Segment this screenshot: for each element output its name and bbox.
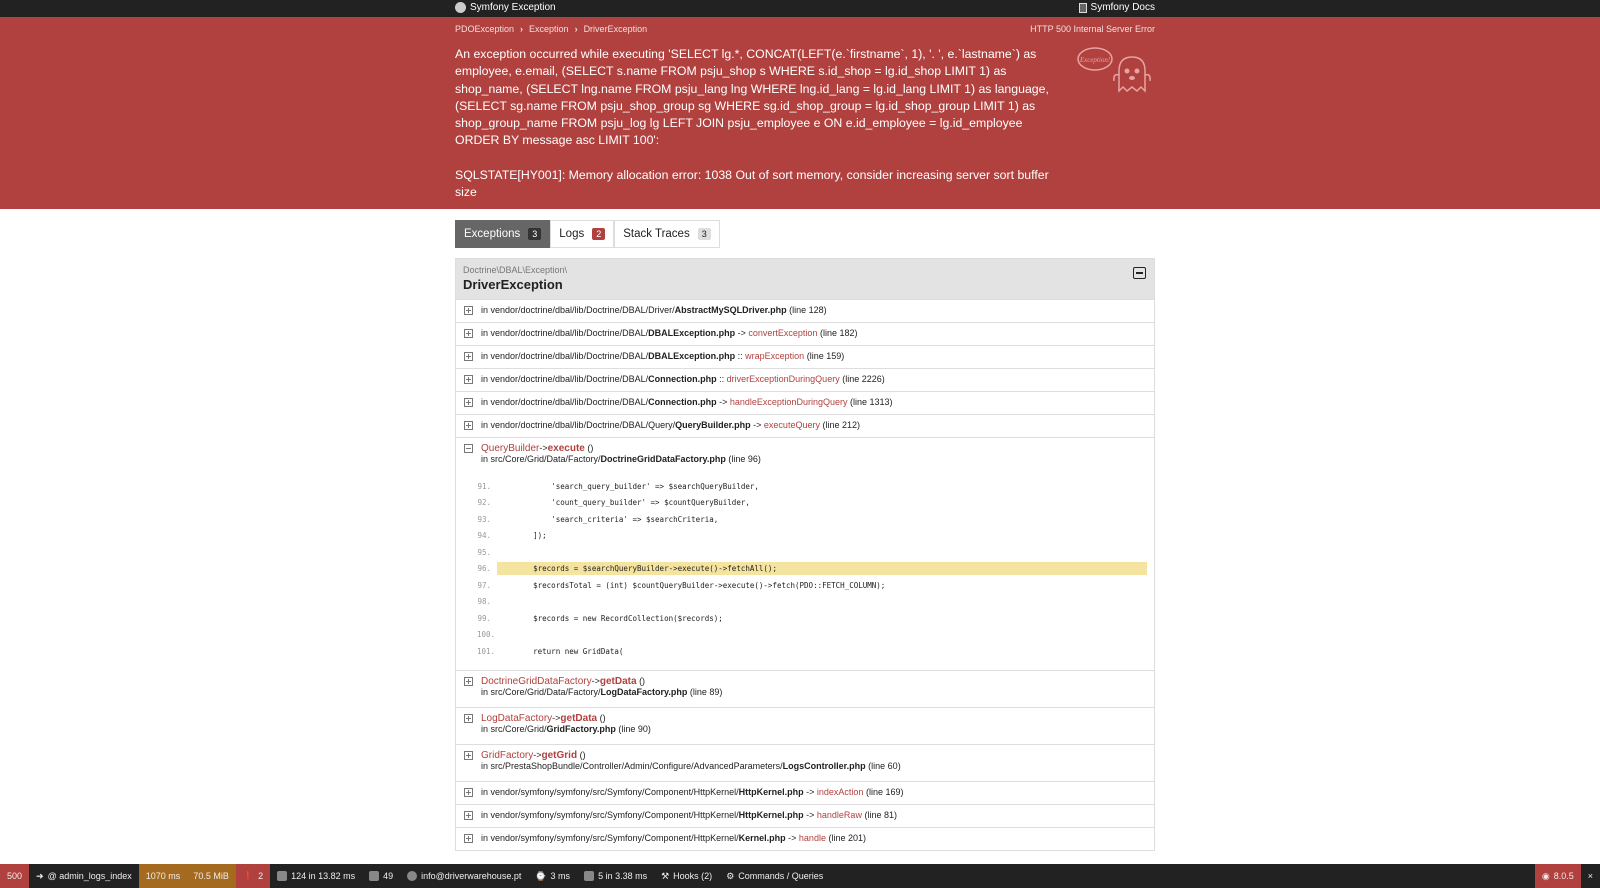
frame-function: handle: [798, 832, 826, 843]
tab-label: Logs: [559, 228, 585, 240]
frame-separator: ->: [719, 397, 728, 407]
toolbar-symfony-version[interactable]: [1535, 864, 1581, 888]
trace-frame[interactable]: [456, 368, 1154, 391]
frame-args: (): [579, 749, 586, 760]
trace-frame[interactable]: [456, 345, 1154, 368]
frame-path: in vendor/doctrine/dbal/lib/Doctrine/DBAL/: [481, 374, 649, 384]
frame-line: (line 90): [618, 723, 651, 734]
frame-function: execute: [547, 443, 585, 454]
code-line: [477, 627, 1147, 644]
expand-icon[interactable]: [464, 306, 473, 315]
status-code: 500: [7, 871, 23, 881]
toolbar-hooks[interactable]: [654, 864, 719, 888]
frame-file: DoctrineGridDataFactory.php: [600, 454, 726, 464]
line-source: $recordsTotal = (int) $countQueryBuilder->execute()->fetch(PDO::FETCH_COLUMN);: [497, 580, 886, 590]
code-line: [477, 561, 1147, 578]
frame-separator: ::: [737, 351, 743, 361]
db-queries: 5 in 3.38 ms: [598, 871, 648, 881]
expand-icon[interactable]: [464, 352, 473, 361]
frame-path: in vendor/doctrine/dbal/lib/Doctrine/DBAL/Driver/: [481, 305, 675, 315]
frame-function: driverExceptionDuringQuery: [726, 374, 840, 384]
version-number: 8.0.5: [1553, 871, 1574, 881]
line-source: $records = new RecordCollection($records);: [497, 613, 723, 623]
frame-line: (line 159): [806, 351, 845, 361]
chevron-right-icon: ›: [574, 24, 578, 34]
breadcrumb: [455, 17, 1155, 41]
frame-line: (line 96): [728, 454, 761, 464]
frame-path: in vendor/doctrine/dbal/lib/Doctrine/DBAL/: [481, 328, 649, 338]
line-number: 92.: [477, 498, 491, 508]
line-number: 98.: [477, 597, 491, 607]
error-count: 2: [258, 871, 264, 881]
line-source: [497, 546, 1147, 559]
code-line: [477, 577, 1147, 594]
trace-panel: [455, 258, 1155, 851]
trace-frame[interactable]: [456, 827, 1154, 850]
frame-line: (line 81): [864, 809, 897, 820]
frame-class: DoctrineGridDataFactory: [481, 675, 592, 687]
expand-icon[interactable]: [464, 751, 473, 760]
top-bar: [0, 0, 1600, 17]
frame-separator: ->: [753, 420, 762, 430]
commands-label: Commands / Queries: [738, 871, 824, 881]
frame-separator: ->: [737, 328, 746, 338]
line-number: 94.: [477, 531, 491, 541]
database-icon: [584, 871, 594, 881]
frame-path: in vendor/doctrine/dbal/lib/Doctrine/DBAL/: [481, 351, 649, 361]
toolbar-user[interactable]: [400, 864, 528, 888]
exclamation-icon: ❗: [242, 870, 255, 881]
frame-function: getData: [599, 675, 637, 687]
frame-file: Kernel.php: [738, 832, 786, 843]
chevron-right-icon: ›: [520, 24, 524, 34]
translation-count: 49: [383, 871, 394, 881]
memory-usage: 70.5 MiB: [193, 871, 229, 881]
frame-file: DBALException.php: [648, 328, 736, 338]
line-number: 99.: [477, 613, 491, 623]
collapse-icon[interactable]: [464, 444, 473, 453]
trace-frame[interactable]: GridFactory->getGrid () in src/PrestaShopBundle/Controller/Admin/Configure/AdvancedParameters/LogsController.php (line 60): [456, 744, 1154, 781]
symfony-title: [455, 2, 556, 13]
line-number: 101.: [477, 646, 496, 656]
toolbar-timing[interactable]: [528, 864, 577, 888]
frame-file: HttpKernel.php: [738, 809, 804, 820]
frame-line: (line 212): [822, 420, 860, 430]
toolbar-errors[interactable]: [236, 864, 270, 888]
expand-icon[interactable]: [464, 714, 473, 723]
trace-frame[interactable]: [456, 299, 1154, 322]
toolbar-performance[interactable]: [139, 864, 236, 888]
wrench-icon: ⚒: [661, 870, 670, 881]
line-number: 97.: [477, 580, 491, 590]
line-source: [497, 628, 1147, 641]
toolbar-database[interactable]: [577, 864, 654, 888]
ghost-label: Exception!: [1079, 56, 1111, 64]
frame-file: LogsController.php: [782, 760, 866, 771]
frame-line: (line 2226): [842, 374, 885, 384]
expand-icon[interactable]: [464, 811, 473, 820]
frame-separator: ->: [806, 809, 815, 820]
frame-function: handleRaw: [816, 809, 862, 820]
hooks-label: Hooks (2): [673, 871, 713, 881]
tab-count-badge: 2: [592, 228, 605, 240]
frame-file: AbstractMySQLDriver.php: [674, 305, 787, 315]
frame-function: getGrid: [541, 749, 578, 761]
code-line: [477, 495, 1147, 512]
debug-toolbar: [0, 864, 1600, 888]
collapse-all-icon[interactable]: [1133, 267, 1146, 279]
frame-path: in vendor/symfony/symfony/src/Symfony/Component/HttpKernel/: [481, 832, 739, 843]
frame-function: indexAction: [816, 786, 864, 797]
exception-message: [455, 46, 1065, 201]
frame-file: QueryBuilder.php: [675, 420, 751, 430]
line-number: 91.: [477, 481, 491, 491]
frame-function: executeQuery: [763, 420, 820, 430]
tab-label: Exceptions: [464, 228, 521, 240]
frame-path: in vendor/symfony/symfony/src/Symfony/Component/HttpKernel/: [481, 809, 739, 820]
frame-line: (line 201): [828, 832, 866, 843]
expand-icon[interactable]: [464, 834, 473, 843]
line-source: [497, 595, 1147, 608]
tab-stack-traces[interactable]: [614, 220, 719, 248]
frame-file: Connection.php: [648, 374, 717, 384]
breadcrumb-item[interactable]: Exception: [529, 24, 569, 34]
book-icon: [1079, 3, 1087, 13]
frame-line: (line 128): [789, 305, 827, 315]
frame-line: (line 60): [868, 760, 901, 771]
exception-query: An exception occurred while executing 'SELECT lg.*, CONCAT(LEFT(e.`firstname`, 1), '. ', e.`lastname`) as employee, e.email, (SELECT s.name FROM psju_shop s WHERE s.id_shop = lg.id_shop LIMIT 1) as shop_name, (SELECT lng.name FROM psju_lang lng WHERE lng.id_lang = lg.id_lang LIMIT 1) as language, (SELECT sg.name FROM psju_shop_group sg WHERE sg.id_shop_group = lg.id_shop_group LIMIT 1) as shop_group_name FROM psju_log lg LEFT JOIN psju_employee e ON e.id_employee = lg.id_employee ORDER BY message asc LIMIT 100':: [455, 47, 1049, 148]
trace-frame[interactable]: [456, 414, 1154, 437]
code-line: [477, 528, 1147, 545]
line-number: 100.: [477, 630, 496, 640]
tab-bar: [455, 220, 1155, 248]
frame-function: getData: [560, 712, 598, 724]
exception-class: DriverException: [463, 277, 563, 292]
tab-logs[interactable]: [550, 220, 614, 248]
trace-frame[interactable]: [456, 781, 1154, 804]
toolbar-cache[interactable]: [270, 864, 362, 888]
frame-separator: ->: [788, 832, 797, 843]
code-line: [477, 544, 1147, 561]
tab-count-badge: 3: [528, 228, 541, 240]
line-source: $records = $searchQueryBuilder->execute()->fetchAll();: [497, 562, 1147, 575]
timer-icon: ⌚: [535, 870, 547, 881]
expand-icon[interactable]: [464, 677, 473, 686]
symfony-title-text: Symfony Exception: [470, 2, 556, 13]
frame-line: (line 1313): [849, 397, 893, 407]
trace-frame[interactable]: [456, 322, 1154, 345]
line-source: 'search_query_builder' => $searchQueryBuilder,: [497, 481, 759, 491]
frame-separator: ::: [719, 374, 725, 384]
toolbar-close-button[interactable]: [1581, 864, 1600, 888]
symfony-logo-icon: ◉: [1541, 870, 1550, 881]
toolbar-commands[interactable]: [719, 864, 830, 888]
line-number: 95.: [477, 547, 491, 557]
frame-file: Connection.php: [648, 397, 717, 407]
exception-namespace: Doctrine\DBAL\Exception\: [463, 265, 568, 275]
route-name: @ admin_logs_index: [47, 871, 132, 881]
tab-count-badge: 3: [698, 228, 711, 240]
arrow-right-icon: ➜: [36, 870, 44, 881]
layers-icon: [277, 871, 287, 881]
line-number: 93.: [477, 514, 491, 524]
line-number: 96.: [477, 564, 491, 574]
frame-function: handleExceptionDuringQuery: [729, 397, 848, 407]
line-source: return new GridData(: [497, 646, 624, 656]
line-source: ]);: [497, 531, 547, 541]
expand-icon[interactable]: [464, 375, 473, 384]
frame-line: (line 182): [819, 328, 858, 338]
frame-separator: ->: [806, 786, 815, 797]
trace-frame[interactable]: [456, 804, 1154, 827]
frame-file: LogDataFactory.php: [600, 686, 688, 697]
symfony-logo-icon: [455, 2, 466, 13]
user-email: info@driverwarehouse.pt: [421, 871, 522, 881]
code-line: [477, 478, 1147, 495]
line-source: 'search_criteria' => $searchCriteria,: [497, 514, 719, 524]
breadcrumb-item[interactable]: PDOException: [455, 24, 515, 34]
timing-value: 3 ms: [550, 871, 571, 881]
frame-function: convertException: [748, 328, 818, 338]
frame-path: in src/Core/Grid/Data/Factory/: [481, 686, 601, 697]
exception-ghost-icon: [1077, 45, 1155, 95]
tab-label: Stack Traces: [623, 228, 690, 240]
expand-icon[interactable]: [464, 788, 473, 797]
toolbar-status-code[interactable]: [0, 864, 29, 888]
frame-function: wrapException: [745, 351, 805, 361]
cache-stats: 124 in 13.82 ms: [291, 871, 356, 881]
trace-header: [456, 259, 1154, 299]
toolbar-translations[interactable]: [362, 864, 400, 888]
code-line: [477, 610, 1147, 627]
user-icon: [407, 871, 417, 881]
close-icon[interactable]: ×: [1587, 871, 1593, 881]
frame-class: GridFactory: [481, 749, 534, 761]
frame-path: in src/PrestaShopBundle/Controller/Admin/Configure/AdvancedParameters/: [481, 760, 783, 771]
frame-args: (): [599, 712, 606, 723]
code-excerpt: [477, 478, 1147, 660]
frame-path: in src/Core/Grid/: [481, 723, 547, 734]
symfony-docs-text[interactable]: Symfony Docs: [1090, 2, 1155, 13]
frame-class: QueryBuilder: [481, 443, 540, 454]
gear-icon: ⚙: [726, 870, 735, 881]
symfony-docs-link[interactable]: [1079, 2, 1155, 13]
trace-frame-expanded[interactable]: QueryBuilder->execute () in src/Core/Grid/Data/Factory/DoctrineGridDataFactory.php (line 96) 91. 'search_query_builder' => $searchQueryBuilder, 92. 'count_query_builder' => $countQueryBuilder, 93. 'search_criteria' => $searchCriteria, 94. ]); 95. 96. $records = $searchQueryBuilder->execute()->fetchAll(); 97. $recordsTotal = (int) $countQueryBuilder->execute()->fetch(PDO::FETCH_COLUMN); 98. 99. $records = new RecordCollection($records); 100. 101. return new GridData(: [456, 437, 1154, 670]
frame-class: LogDataFactory: [481, 712, 553, 724]
frame-path: in src/Core/Grid/Data/Factory/: [481, 454, 601, 464]
frame-file: HttpKernel.php: [738, 786, 804, 797]
code-line: [477, 511, 1147, 528]
expand-icon[interactable]: [464, 421, 473, 430]
frame-file: GridFactory.php: [546, 723, 616, 734]
translation-icon: [369, 871, 379, 881]
exception-header: [0, 17, 1600, 209]
breadcrumb-item[interactable]: DriverException: [583, 24, 648, 34]
line-source: 'count_query_builder' => $countQueryBuilder,: [497, 498, 750, 508]
expand-icon[interactable]: [464, 398, 473, 407]
trace-frame[interactable]: [456, 391, 1154, 414]
frame-args: (): [587, 443, 594, 453]
trace-frame[interactable]: DoctrineGridDataFactory->getData () in src/Core/Grid/Data/Factory/LogDataFactory.php (line 89): [456, 670, 1154, 707]
frame-line: (line 89): [689, 686, 723, 697]
frame-path: in vendor/symfony/symfony/src/Symfony/Component/HttpKernel/: [481, 786, 739, 797]
frame-args: (): [639, 675, 646, 686]
tab-exceptions[interactable]: [455, 220, 550, 248]
frame-line: (line 169): [865, 786, 904, 797]
frame-file: DBALException.php: [648, 351, 736, 361]
frame-path: in vendor/doctrine/dbal/lib/Doctrine/DBAL/: [481, 397, 649, 407]
request-time: 1070 ms: [145, 871, 181, 881]
code-line: [477, 643, 1147, 660]
frame-path: in vendor/doctrine/dbal/lib/Doctrine/DBAL/Query/: [481, 420, 676, 430]
exception-sqlstate: SQLSTATE[HY001]: Memory allocation error: 1038 Out of sort memory, consider increasing server sort buffer size: [455, 167, 1049, 200]
toolbar-route[interactable]: [29, 864, 139, 888]
http-status: HTTP 500 Internal Server Error: [1030, 24, 1155, 34]
trace-frame[interactable]: LogDataFactory->getData () in src/Core/Grid/GridFactory.php (line 90): [456, 707, 1154, 744]
expand-icon[interactable]: [464, 329, 473, 338]
code-line: [477, 594, 1147, 611]
